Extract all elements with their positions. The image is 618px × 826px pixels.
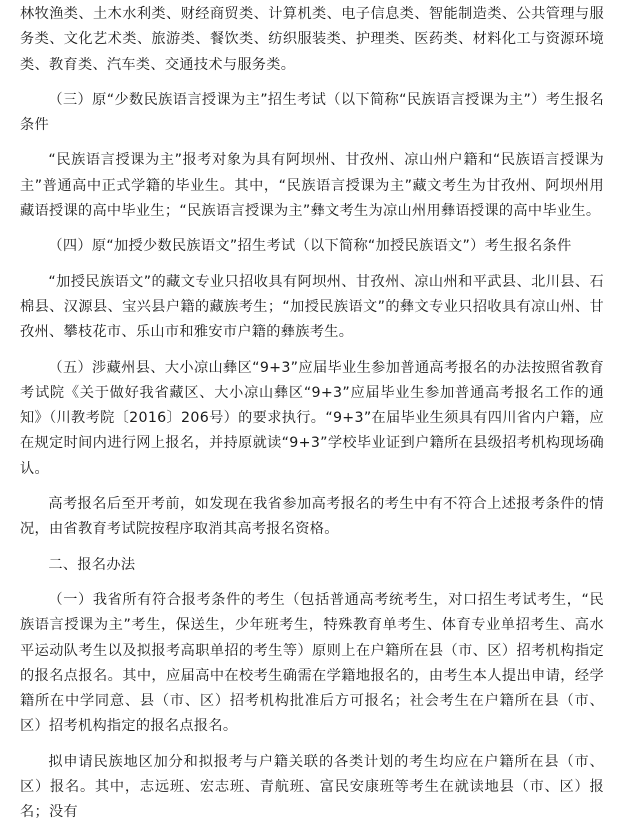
paragraph-disqualification: 高考报名后至开考前，如发现在我省参加高考报名的考生中有不符合上述报考条件的情况，由省教育考试院按程序取消其高考报名资格。 xyxy=(20,496,604,538)
section-heading-additional-ethnic-language: （四）原“加授少数民族语文”招生考试（以下简称“加授民族语文”）考生报名条件 xyxy=(48,238,572,255)
paragraph-additional-ethnic-language-eligibility: “加授民族语文”的藏文专业只招收具有阿坝州、甘孜州、凉山州和平武县、北川县、石棉县、汉源县、宝兴县户籍的藏族考生；“加授民族语文”的彝文专业只招收具有凉山州、甘孜州、攀枝花市、乐山市和雅安市户籍的彝族考生。 xyxy=(20,273,604,341)
paragraph-bonus-points-registration: 拟申请民族地区加分和拟报考与户籍关联的各类计划的考生均应在户籍所在县（市、区）报名。其中，志远班、宏志班、青航班、富民安康班等考生在就读地县（市、区）报名；没有 xyxy=(20,753,604,821)
paragraph-registration-location: （一）我省所有符合报考条件的考生（包括普通高考统考生，对口招生考试考生，“民族语言授课为主”考生，保送生，少年班考生，特殊教育单考生、体育专业单招考生、高水平运动队考生以及拟报考高职单招的考生等）原则上在户籍所在县（市、区）招考机构指定的报名点报名。其中，应届高中在校考生确需在学籍地报名的，由考生本人提出申请，经学籍所在中学同意、县（市、区）招考机构批准后方可报名；社会考生在户籍所在县（市、区）招考机构指定的报名点报名。 xyxy=(20,591,604,735)
paragraph-ethnic-language-eligibility: “民族语言授课为主”报考对象为具有阿坝州、甘孜州、凉山州户籍和“民族语言授课为主”普通高中正式学籍的毕业生。其中，“民族语言授课为主”藏文考生为甘孜州、阿坝州用藏语授课的高中毕业生；“民族语言授课为主”彝文考生为凉山州用彝语授课的高中毕业生。 xyxy=(20,152,604,220)
paragraph-major-categories-continued: 林牧渔类、土木水利类、财经商贸类、计算机类、电子信息类、智能制造类、公共管理与服务类、文化艺术类、旅游类、餐饮类、纺织服装类、护理类、医药类、材料化工与资源环境类、教育类、汽车类、交通技术与服务类。 xyxy=(20,6,604,73)
section-heading-ethnic-language-instruction: （三）原“少数民族语言授课为主”招生考试（以下简称“民族语言授课为主”）考生报名条件 xyxy=(20,91,604,134)
section-heading-registration-method: 二、报名办法 xyxy=(48,556,136,573)
paragraph-9plus3-graduates: （五）涉藏州县、大小凉山彝区“9+3”应届毕业生参加普通高考报名的办法按照省教育考试院《关于做好我省藏区、大小凉山彝区“9+3”应届毕业生参加普通高考报名工作的通知》（川教考院〔2016〕206号）的要求执行。“9+3”在届毕业生须具有四川省内户籍，应在规定时间内进行网上报名，并持原就读“9+3”学校毕业证到户籍所在县级招考机构现场确认。 xyxy=(20,359,604,477)
